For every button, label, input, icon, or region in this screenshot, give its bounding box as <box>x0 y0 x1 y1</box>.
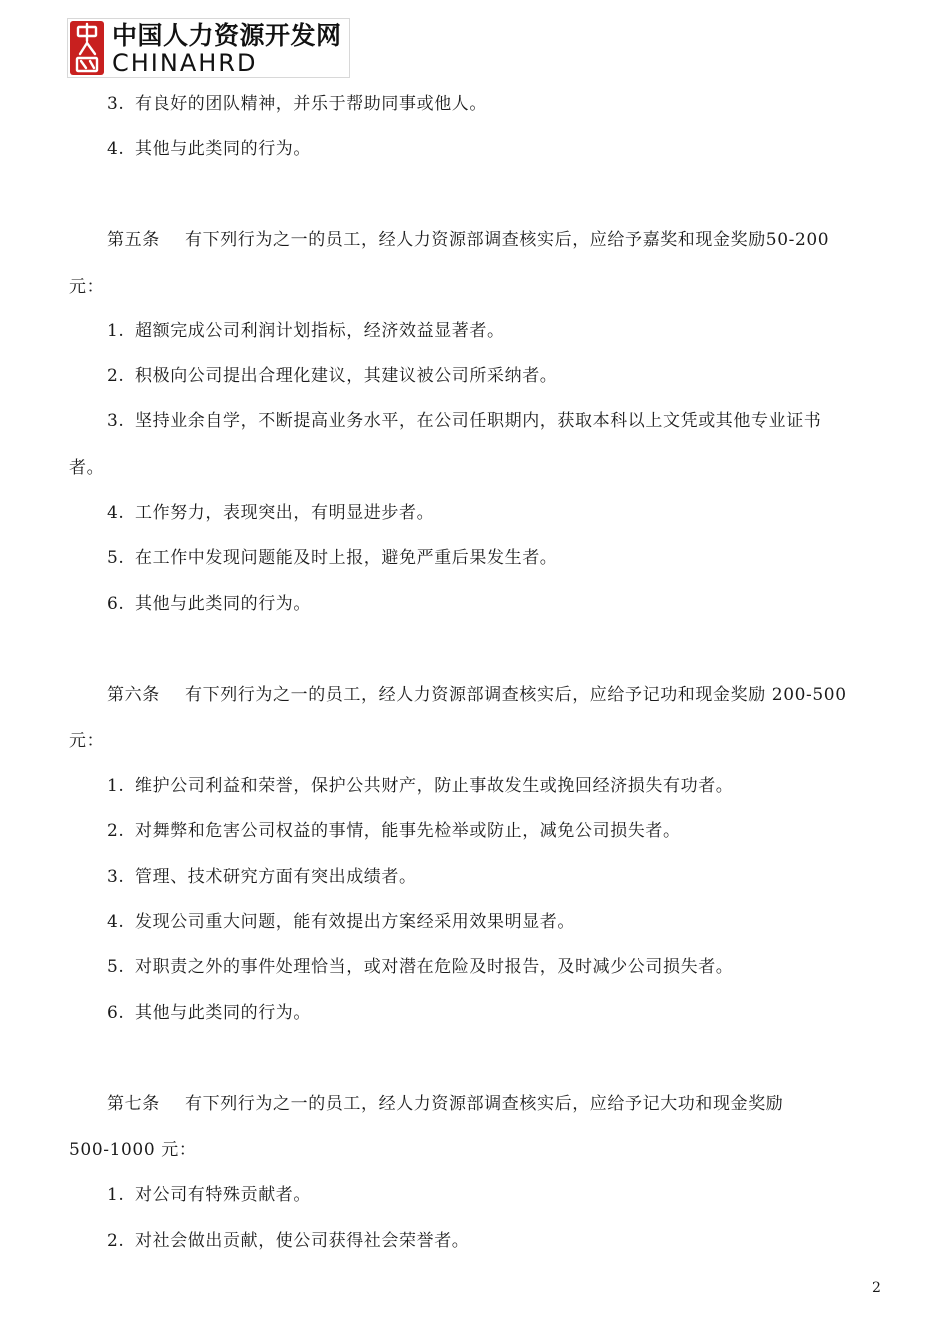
list-item: 4. 发现公司重大问题，能有效提出方案经采用效果明显者。 <box>107 912 575 932</box>
paragraph-continuation: 500-1000 元： <box>69 1140 197 1160</box>
list-item: 4. 其他与此类同的行为。 <box>107 139 311 159</box>
list-item: 3. 坚持业余自学，不断提高业务水平，在公司任职期内，获取本科以上文凭或其他专业证书 <box>107 411 822 431</box>
list-item: 3. 管理、技术研究方面有突出成绩者。 <box>107 867 417 887</box>
article-heading: 第六条 有下列行为之一的员工，经人力资源部调查核实后，应给予记功和现金奖励 200-500 <box>107 685 847 705</box>
logo-name-en: CHINAHRD <box>112 49 258 77</box>
paragraph-continuation: 者。 <box>69 458 105 478</box>
list-item: 2. 对舞弊和危害公司权益的事情，能事先检举或防止，减免公司损失者。 <box>107 821 681 841</box>
list-item: 6. 其他与此类同的行为。 <box>107 1003 311 1023</box>
logo-name-cn: 中国人力资源开发网 <box>112 21 342 50</box>
list-item: 5. 在工作中发现问题能及时上报，避免严重后果发生者。 <box>107 548 558 568</box>
list-item: 2. 对社会做出贡献，使公司获得社会荣誉者。 <box>107 1231 470 1251</box>
seal-logo-icon <box>70 21 104 75</box>
list-item: 1. 维护公司利益和荣誉，保护公共财产，防止事故发生或挽回经济损失有功者。 <box>107 776 734 796</box>
list-item: 1. 对公司有特殊贡献者。 <box>107 1185 311 1205</box>
list-item: 6. 其他与此类同的行为。 <box>107 594 311 614</box>
paragraph-continuation: 元： <box>69 731 105 751</box>
list-item: 2. 积极向公司提出合理化建议，其建议被公司所采纳者。 <box>107 366 558 386</box>
page-number: 2 <box>872 1280 881 1296</box>
chinahrd-logo <box>67 18 350 78</box>
paragraph-continuation: 元： <box>69 277 105 297</box>
list-item: 4. 工作努力，表现突出，有明显进步者。 <box>107 503 435 523</box>
article-heading: 第七条 有下列行为之一的员工，经人力资源部调查核实后，应给予记大功和现金奖励 <box>107 1094 784 1114</box>
article-heading: 第五条 有下列行为之一的员工，经人力资源部调查核实后，应给予嘉奖和现金奖励50-200 <box>107 230 830 250</box>
list-item: 5. 对职责之外的事件处理恰当，或对潜在危险及时报告，及时减少公司损失者。 <box>107 957 734 977</box>
list-item: 3. 有良好的团队精神，并乐于帮助同事或他人。 <box>107 94 487 114</box>
list-item: 1. 超额完成公司利润计划指标，经济效益显著者。 <box>107 321 505 341</box>
